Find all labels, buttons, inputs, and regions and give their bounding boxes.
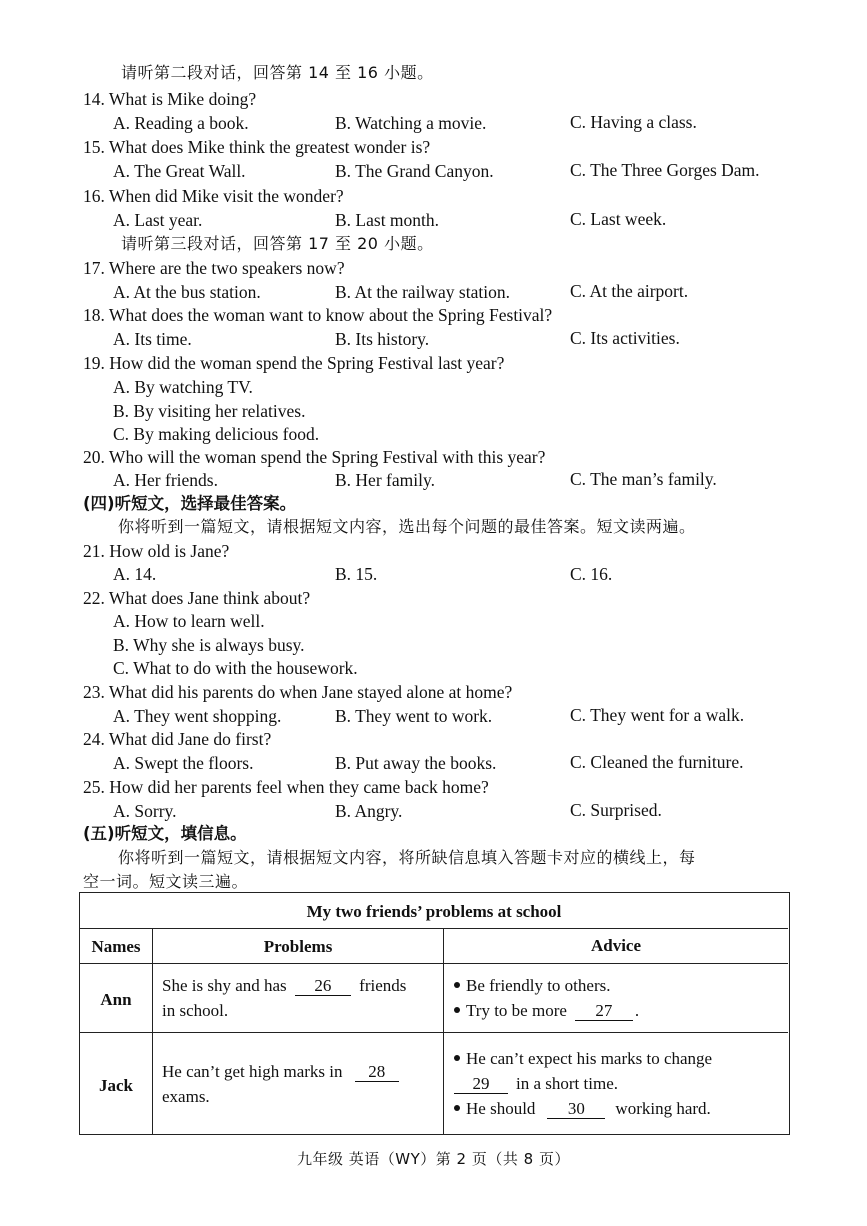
question-21: 21. How old is Jane? bbox=[83, 541, 230, 561]
option-15a: A. The Great Wall. bbox=[113, 161, 246, 181]
option-24a: A. Swept the floors. bbox=[113, 753, 254, 773]
option-23b: B. They went to work. bbox=[335, 706, 493, 726]
option-21b: B. 15. bbox=[335, 564, 378, 584]
jack-advice-1: He can’t expect his marks to change bbox=[466, 1049, 713, 1068]
option-25c: C. Surprised. bbox=[570, 800, 662, 820]
table-title: My two friends’ problems at school bbox=[306, 902, 562, 921]
jack-problem-line2: exams. bbox=[162, 1087, 210, 1106]
bullet-icon bbox=[454, 1007, 460, 1013]
blank-27: 27 bbox=[575, 1002, 633, 1021]
header-names: Names bbox=[91, 937, 141, 956]
ann-advice-2-end: . bbox=[634, 1001, 640, 1020]
question-18: 18. What does the woman want to know about the Spring Festival? bbox=[83, 305, 553, 325]
info-table bbox=[79, 892, 790, 1135]
option-23a: A. They went shopping. bbox=[113, 706, 282, 726]
option-20a: A. Her friends. bbox=[113, 470, 218, 490]
question-16: 16. When did Mike visit the wonder? bbox=[83, 186, 344, 206]
option-19c: C. By making delicious food. bbox=[113, 424, 320, 444]
option-22a: A. How to learn well. bbox=[113, 611, 265, 631]
bullet-icon bbox=[454, 1055, 460, 1061]
option-18a: A. Its time. bbox=[113, 329, 192, 349]
option-16c: C. Last week. bbox=[570, 209, 667, 229]
option-14c: C. Having a class. bbox=[570, 112, 697, 132]
question-25: 25. How did her parents feel when they came back home? bbox=[83, 777, 489, 797]
blank-29: 29 bbox=[454, 1075, 508, 1094]
ann-problem-text-end: friends bbox=[359, 976, 407, 995]
option-21c: C. 16. bbox=[570, 564, 613, 584]
question-22: 22. What does Jane think about? bbox=[83, 588, 311, 608]
jack-advice-1-end: in a short time. bbox=[516, 1074, 618, 1093]
part5-instructions-line1: 你将听到一篇短文，请根据短文内容，将所缺信息填入答题卡对应的横线上，每 bbox=[118, 848, 696, 867]
option-23c: C. They went for a walk. bbox=[570, 705, 745, 725]
part5-title: (五)听短文，填信息。 bbox=[83, 824, 247, 843]
question-23: 23. What did his parents do when Jane stayed alone at home? bbox=[83, 682, 513, 702]
option-25a: A. Sorry. bbox=[113, 801, 177, 821]
blank-30: 30 bbox=[547, 1100, 605, 1119]
option-14b: B. Watching a movie. bbox=[335, 113, 487, 133]
option-21a: A. 14. bbox=[113, 564, 157, 584]
ann-problem-text: She is shy and has bbox=[162, 976, 287, 995]
option-15b: B. The Grand Canyon. bbox=[335, 161, 494, 181]
option-24b: B. Put away the books. bbox=[335, 753, 497, 773]
section-intro-dialogue-3: 请听第三段对话，回答第 17 至 20 小题。 bbox=[121, 234, 434, 253]
bullet-icon bbox=[454, 1105, 460, 1111]
question-15: 15. What does Mike think the greatest wonder is? bbox=[83, 137, 431, 157]
jack-problem bbox=[162, 1059, 437, 1109]
question-19: 19. How did the woman spend the Spring Festival last year? bbox=[83, 353, 505, 373]
question-14: 14. What is Mike doing? bbox=[83, 89, 257, 109]
section-intro-dialogue-2: 请听第二段对话，回答第 14 至 16 小题。 bbox=[121, 63, 434, 82]
option-16a: A. Last year. bbox=[113, 210, 203, 230]
option-18c: C. Its activities. bbox=[570, 328, 680, 348]
jack-advice-2: He should bbox=[466, 1099, 536, 1118]
option-17b: B. At the railway station. bbox=[335, 282, 510, 302]
option-14a: A. Reading a book. bbox=[113, 113, 249, 133]
row-name-ann: Ann bbox=[100, 990, 132, 1009]
option-18b: B. Its history. bbox=[335, 329, 430, 349]
option-19b: B. By visiting her relatives. bbox=[113, 401, 306, 421]
blank-26: 26 bbox=[295, 977, 351, 996]
ann-advice-1: Be friendly to others. bbox=[466, 976, 611, 995]
ann-problem bbox=[162, 973, 437, 1023]
row-name-jack: Jack bbox=[99, 1076, 133, 1095]
option-16b: B. Last month. bbox=[335, 210, 440, 230]
header-advice: Advice bbox=[590, 936, 642, 955]
ann-advice bbox=[454, 973, 784, 1023]
jack-problem-text: He can’t get high marks in bbox=[162, 1062, 343, 1081]
option-17a: A. At the bus station. bbox=[113, 282, 261, 302]
blank-28: 28 bbox=[355, 1063, 399, 1082]
option-22c: C. What to do with the housework. bbox=[113, 658, 358, 678]
part4-title: (四)听短文，选择最佳答案。 bbox=[83, 494, 297, 513]
jack-advice bbox=[454, 1046, 784, 1121]
ann-advice-2: Try to be more bbox=[466, 1001, 567, 1020]
option-17c: C. At the airport. bbox=[570, 281, 689, 301]
question-24: 24. What did Jane do first? bbox=[83, 729, 272, 749]
part5-instructions-line2: 空一词。短文读三遍。 bbox=[83, 872, 249, 891]
option-25b: B. Angry. bbox=[335, 801, 403, 821]
option-19a: A. By watching TV. bbox=[113, 377, 253, 397]
part4-instructions: 你将听到一篇短文，请根据短文内容，选出每个问题的最佳答案。短文读两遍。 bbox=[118, 517, 696, 536]
header-problems: Problems bbox=[263, 937, 333, 956]
bullet-icon bbox=[454, 982, 460, 988]
ann-problem-line2: in school. bbox=[162, 1001, 229, 1020]
option-22b: B. Why she is always busy. bbox=[113, 635, 305, 655]
option-24c: C. Cleaned the furniture. bbox=[570, 752, 744, 772]
question-17: 17. Where are the two speakers now? bbox=[83, 258, 345, 278]
option-15c: C. The Three Gorges Dam. bbox=[570, 160, 760, 180]
option-20b: B. Her family. bbox=[335, 470, 435, 490]
jack-advice-2-end: working hard. bbox=[615, 1099, 711, 1118]
page-footer: 九年级 英语（WY）第 2 页（共 8 页） bbox=[297, 1150, 570, 1168]
question-20: 20. Who will the woman spend the Spring Festival with this year? bbox=[83, 447, 546, 467]
option-20c: C. The man’s family. bbox=[570, 469, 717, 489]
